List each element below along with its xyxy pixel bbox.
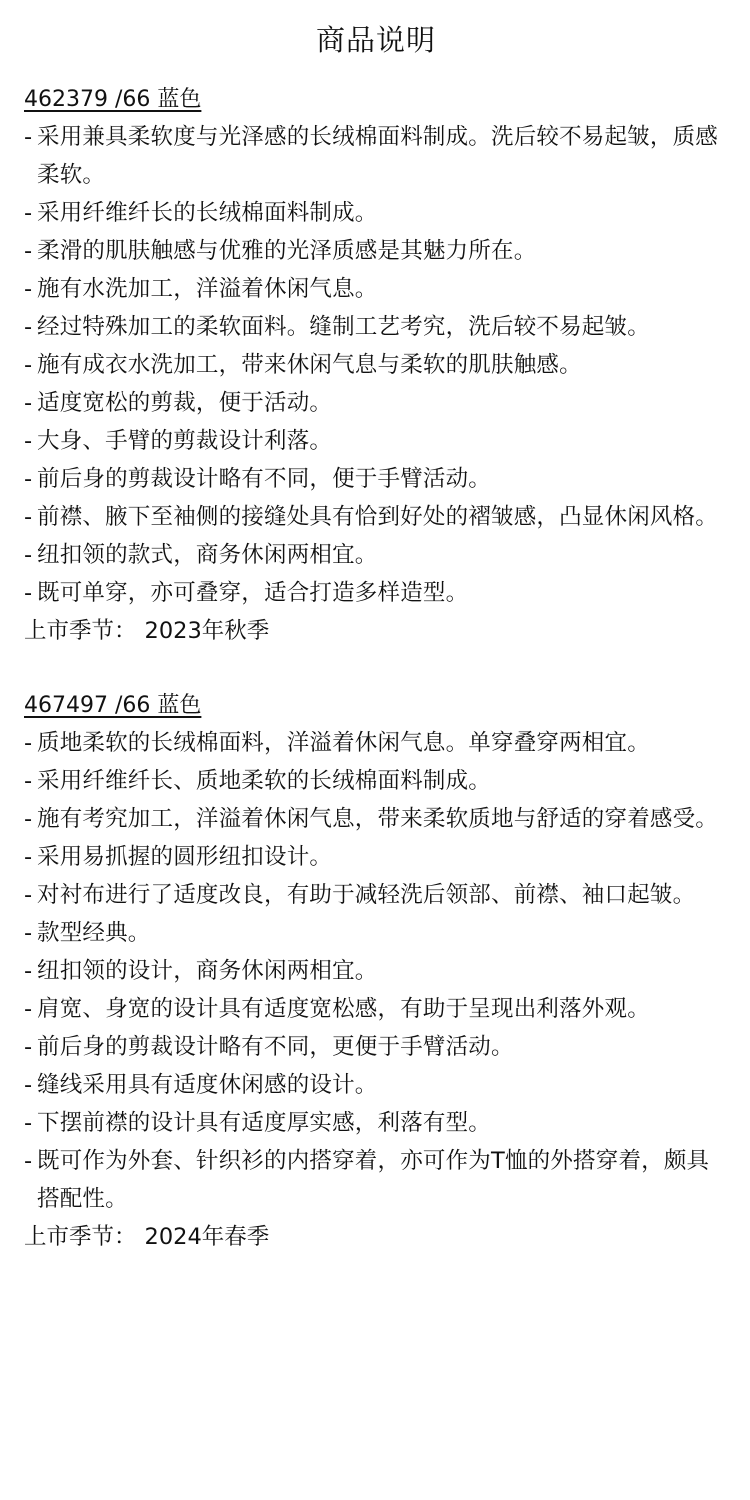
dash-marker: - (24, 466, 33, 492)
feature-text: 质地柔软的长绒棉面料，洋溢着休闲气息。单穿叠穿两相宜。 (37, 730, 650, 756)
product-section-2 (24, 688, 728, 1256)
feature-text: 前襟、腋下至袖侧的接缝处具有恰到好处的褶皱感，凸显休闲风格。 (37, 504, 719, 530)
dash-marker: - (24, 768, 33, 794)
release-season-label: 上市季节： (24, 618, 137, 644)
dash-marker: - (24, 1034, 33, 1060)
feature-item (24, 876, 728, 914)
release-season-label: 上市季节： (24, 1224, 137, 1250)
dash-marker: - (24, 958, 33, 984)
feature-item (24, 1066, 728, 1104)
dash-marker: - (24, 314, 33, 340)
feature-text: 纽扣领的设计，商务休闲两相宜。 (37, 958, 378, 984)
feature-text: 施有水洗加工，洋溢着休闲气息。 (37, 276, 378, 302)
feature-text: 肩宽、身宽的设计具有适度宽松感，有助于呈现出利落外观。 (37, 996, 650, 1022)
feature-text: 既可单穿，亦可叠穿，适合打造多样造型。 (37, 580, 469, 606)
feature-text: 采用纤维纤长的长绒棉面料制成。 (37, 200, 378, 226)
feature-item (24, 990, 728, 1028)
dash-marker: - (24, 390, 33, 416)
feature-item (24, 1028, 728, 1066)
release-season-value: 2023年秋季 (144, 618, 270, 644)
dash-marker: - (24, 504, 33, 530)
feature-item (24, 118, 728, 194)
feature-item (24, 460, 728, 498)
feature-item (24, 1104, 728, 1142)
feature-list (24, 118, 728, 612)
release-season-value: 2024年春季 (144, 1224, 270, 1250)
dash-marker: - (24, 200, 33, 226)
feature-item (24, 536, 728, 574)
feature-item (24, 308, 728, 346)
feature-item (24, 574, 728, 612)
dash-marker: - (24, 882, 33, 908)
dash-marker: - (24, 844, 33, 870)
feature-item (24, 498, 728, 536)
feature-item (24, 270, 728, 308)
feature-list (24, 724, 728, 1218)
dash-marker: - (24, 542, 33, 568)
dash-marker: - (24, 1110, 33, 1136)
dash-marker: - (24, 238, 33, 264)
dash-marker: - (24, 920, 33, 946)
feature-text: 前后身的剪裁设计略有不同，更便于手臂活动。 (37, 1034, 514, 1060)
feature-item (24, 838, 728, 876)
dash-marker: - (24, 428, 33, 454)
feature-item (24, 1142, 728, 1218)
feature-text: 既可作为外套、针织衫的内搭穿着，亦可作为T恤的外搭穿着，颇具搭配性。 (37, 1148, 710, 1212)
release-season (24, 1218, 728, 1256)
feature-text: 大身、手臂的剪裁设计利落。 (37, 428, 333, 454)
feature-item (24, 800, 728, 838)
feature-text: 款型经典。 (37, 920, 151, 946)
dash-marker: - (24, 124, 33, 150)
product-code: 462379 /66 蓝色 (24, 87, 202, 112)
feature-text: 缝线采用具有适度休闲感的设计。 (37, 1072, 378, 1098)
feature-item (24, 346, 728, 384)
dash-marker: - (24, 580, 33, 606)
feature-text: 对衬布进行了适度改良，有助于减轻洗后领部、前襟、袖口起皱。 (37, 882, 696, 908)
feature-text: 施有考究加工，洋溢着休闲气息，带来柔软质地与舒适的穿着感受。 (37, 806, 719, 832)
feature-text: 纽扣领的款式，商务休闲两相宜。 (37, 542, 378, 568)
feature-item (24, 914, 728, 952)
feature-item (24, 232, 728, 270)
feature-text: 施有成衣水洗加工，带来休闲气息与柔软的肌肤触感。 (37, 352, 582, 378)
feature-item (24, 952, 728, 990)
dash-marker: - (24, 1148, 33, 1174)
feature-item (24, 762, 728, 800)
feature-text: 采用兼具柔软度与光泽感的长绒棉面料制成。洗后较不易起皱，质感柔软。 (37, 124, 719, 188)
feature-item (24, 384, 728, 422)
dash-marker: - (24, 996, 33, 1022)
feature-text: 下摆前襟的设计具有适度厚实感，利落有型。 (37, 1110, 492, 1136)
dash-marker: - (24, 352, 33, 378)
feature-text: 前后身的剪裁设计略有不同，便于手臂活动。 (37, 466, 492, 492)
feature-item (24, 724, 728, 762)
feature-text: 柔滑的肌肤触感与优雅的光泽质感是其魅力所在。 (37, 238, 537, 264)
feature-text: 采用纤维纤长、质地柔软的长绒棉面料制成。 (37, 768, 492, 794)
feature-text: 适度宽松的剪裁，便于活动。 (37, 390, 333, 416)
feature-item (24, 194, 728, 232)
page-title: 商品说明 (315, 23, 436, 57)
feature-item (24, 422, 728, 460)
dash-marker: - (24, 806, 33, 832)
dash-marker: - (24, 1072, 33, 1098)
product-code: 467497 /66 蓝色 (24, 693, 202, 718)
feature-text: 经过特殊加工的柔软面料。缝制工艺考究，洗后较不易起皱。 (37, 314, 650, 340)
dash-marker: - (24, 730, 33, 756)
feature-text: 采用易抓握的圆形纽扣设计。 (37, 844, 333, 870)
product-section-1 (24, 82, 728, 650)
dash-marker: - (24, 276, 33, 302)
release-season (24, 612, 728, 650)
